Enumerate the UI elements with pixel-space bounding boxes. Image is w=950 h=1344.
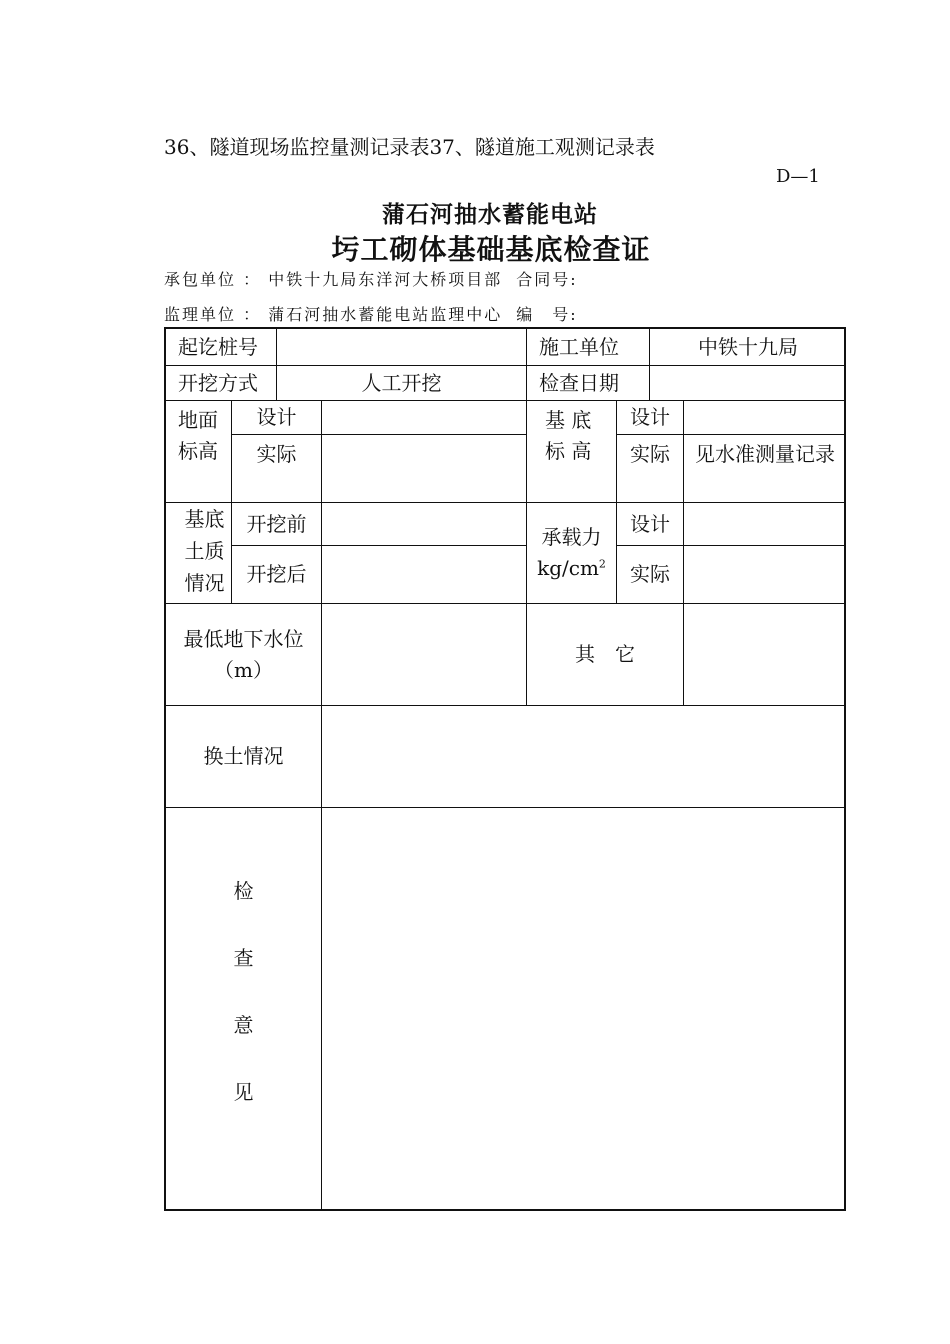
base-design-label: 设计 [630, 405, 670, 429]
inspection-opinion-value[interactable] [322, 808, 846, 1211]
supervisor-label: 监理单位 [164, 305, 237, 324]
inspection-form-table [164, 327, 846, 1211]
base-elevation-label-line1: 基 底 [545, 408, 592, 432]
other-label: 其 它 [575, 642, 635, 666]
colon: ： [236, 305, 269, 324]
contractor-line [164, 267, 578, 290]
soil-label-line1: 基底 [184, 507, 225, 531]
soil-replacement-label: 换土情况 [203, 744, 284, 768]
soil-label-line2: 土质 [184, 539, 225, 563]
other-value[interactable] [684, 604, 846, 705]
excavation-method-label: 开挖方式 [178, 370, 258, 395]
bearing-actual-label: 实际 [630, 562, 670, 586]
soil-replacement-value[interactable] [322, 706, 846, 807]
opinion-char: 见 [233, 1080, 254, 1104]
station-label: 起讫桩号 [178, 334, 258, 359]
contractor-value: 中铁十九局东洋河大桥项目部 [268, 270, 503, 289]
groundwater-label-unit: （m） [214, 657, 273, 682]
bearing-unit-exponent: 2 [598, 557, 606, 571]
opinion-char: 意 [233, 1013, 254, 1037]
supervisor-line [164, 302, 578, 325]
base-design-value[interactable] [684, 401, 846, 434]
serial-number-label: 编 号: [516, 305, 578, 324]
groundwater-level-value[interactable] [322, 604, 526, 705]
document-heading: 36、隧道现场监控量测记录表37、隧道施工观测记录表 [164, 135, 655, 159]
excavation-method-value[interactable]: 人工开挖 [361, 370, 442, 395]
ground-design-value[interactable] [322, 401, 526, 434]
base-elevation-label [527, 401, 616, 502]
organization-title: 蒲石河抽水蓄能电站 [382, 202, 598, 228]
opinion-char: 查 [233, 946, 254, 970]
form-code: D—1 [776, 166, 820, 187]
station-value[interactable] [277, 329, 526, 365]
supervisor-value: 蒲石河抽水蓄能电站监理中心 [268, 305, 503, 324]
base-actual-value[interactable]: 见水准测量记录 [695, 442, 835, 466]
contractor-label: 承包单位 [164, 270, 237, 289]
base-elevation-label-line2: 标 高 [545, 439, 592, 463]
base-actual-label: 实际 [630, 442, 670, 466]
opinion-char: 检 [233, 879, 254, 903]
inspection-date-label: 检查日期 [539, 370, 619, 395]
bearing-design-label: 设计 [630, 511, 670, 536]
bearing-design-value[interactable] [684, 503, 846, 545]
bearing-unit-base: kg/cm [537, 556, 599, 580]
bearing-actual-value[interactable] [684, 546, 846, 603]
inspection-opinion-label [166, 808, 321, 1211]
bearing-capacity-label [527, 503, 616, 603]
form-title: 圬工砌体基础基底检查证 [331, 233, 651, 266]
after-excavation-value[interactable] [322, 546, 526, 603]
before-excavation-label: 开挖前 [246, 511, 307, 536]
after-excavation-label: 开挖后 [246, 562, 307, 586]
bearing-capacity-text: 承载力 [541, 525, 602, 549]
groundwater-label-text: 最低地下水位 [183, 626, 304, 651]
ground-design-label: 设计 [256, 405, 297, 429]
bearing-capacity-unit [537, 553, 606, 584]
ground-elevation-label-line1: 地面 [178, 408, 218, 432]
colon: ： [236, 270, 269, 289]
contract-number-label: 合同号: [516, 270, 578, 289]
ground-actual-label: 实际 [256, 442, 297, 466]
soil-label-line3: 情况 [184, 571, 225, 595]
inspection-date-value[interactable] [650, 366, 846, 400]
soil-condition-label [166, 503, 231, 603]
construction-unit-label: 施工单位 [539, 334, 619, 359]
construction-unit-value[interactable]: 中铁十九局 [698, 334, 798, 359]
before-excavation-value[interactable] [322, 503, 526, 545]
groundwater-level-label [166, 604, 321, 705]
ground-elevation-label-line2: 标高 [178, 439, 218, 463]
ground-elevation-label [166, 401, 231, 502]
ground-actual-value[interactable] [322, 435, 526, 502]
